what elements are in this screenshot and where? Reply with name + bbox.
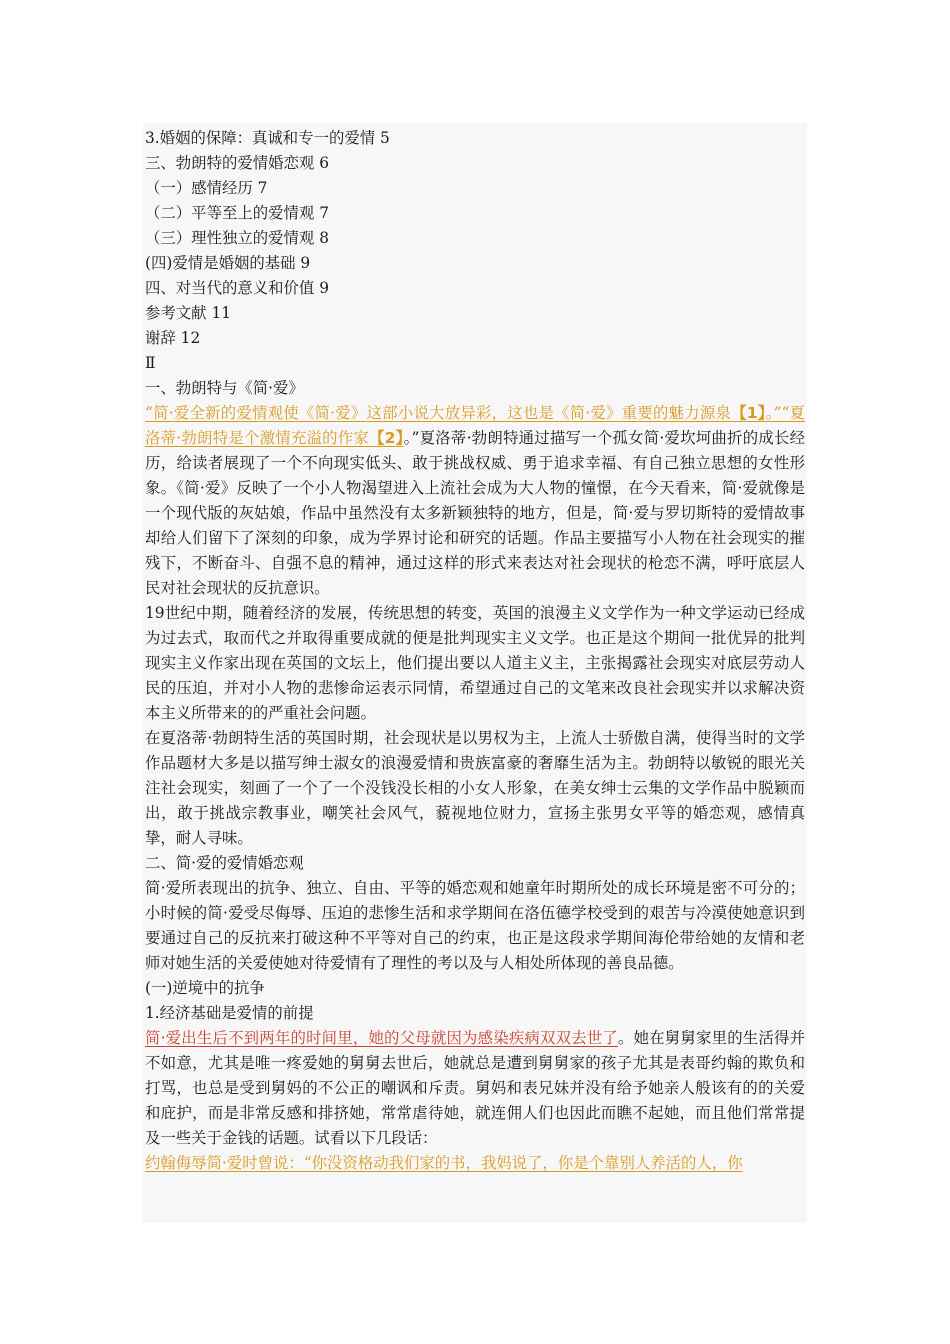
- toc-line: 三、勃朗特的爱情婚恋观 6: [145, 154, 329, 172]
- paragraph-text: 。”夏洛蒂·勃朗特通过描写一个孤女简·爱坎坷曲折的成长经历，给读者展现了一个不向现实低头、敢于挑战权威、勇于追求幸福、有自己独立思想的女性形象。《简·爱》反映了一个小人物渴望进入上流社会成为大人物的憧憬，在今天看来，简·爱就像是一个现代版的灰姑娘，作品中虽然没有太多新颖独特的地方，但是，简·爱与罗切斯特的爱情故事却给人们留下了深刻的印象，成为学界讨论和研究的话题。作品主要描写小人物在社会现实的摧残下，不断奋斗、自强不息的精神，通过这样的形式来表达对社会现状的枪恋不满，呼吁底层人民对社会现状的反抗意识。: [145, 429, 805, 597]
- paragraph-text: 。她在舅舅家里的生活得并不如意，尤其是唯一疼爱她的舅舅去世后，她就总是遭到舅舅家的孩子尤其是表哥约翰的欺负和打骂，也总是受到舅妈的不公正的嘲讽和斥责。舅妈和表兄妹并没有给予她亲人般该有的的关爱和庇护，而是非常反感和排挤她，常常虐待她，就连佣人们也因此而瞧不起她，而且他们常常提及一些关于金钱的话题。试看以下几段话：: [145, 1029, 805, 1147]
- section-heading-2: 二、简·爱的爱情婚恋观: [145, 854, 304, 872]
- page-roman-numeral: Ⅱ: [145, 354, 156, 372]
- highlighted-quote-1: “简·爱全新的爱情观使《简·爱》这部小说大放异彩，这也是《简·爱》重要的魅力源泉: [145, 404, 732, 422]
- highlighted-quote-3: 约翰侮辱简·爱时曾说：“你没资格动我们家的书，我妈说了，你是个靠别人养活的人，你: [145, 1154, 743, 1172]
- subsection-heading: (一)逆境中的抗争: [145, 979, 265, 997]
- section2-paragraph-1: 简·爱所表现出的抗争、独立、自由、平等的婚恋观和她童年时期所处的成长环境是密不可分的；小时候的简·爱受尽侮辱、压迫的悲惨生活和求学期间在洛伍德学校受到的艰苦与冷漠使她意识到要通过自己的反抗来打破这种不平等对自己的约束，也正是这段求学期间海伦带给她的友情和老师对她生活的关爱使她对待爱情有了理性的考以及与人相处所体现的善良品德。: [145, 879, 805, 972]
- toc-line: （一）感情经历 7: [145, 179, 268, 197]
- subsection-paragraph-1: [145, 1026, 805, 1151]
- toc-line: （二）平等至上的爱情观 7: [145, 204, 329, 222]
- toc-line: 3.婚姻的保障：真诚和专一的爱情 5: [145, 129, 390, 147]
- highlighted-quote-2: “夏洛蒂·勃朗特是个激情充溢的作家: [145, 404, 806, 447]
- section1-paragraph-2: 19世纪中期，随着经济的发展，传统思想的转变，英国的浪漫主义文学作为一种文学运动已经成为过去式，取而代之并取得重要成就的便是批判现实主义文学。也正是这个期间一批优异的批判现实主义作家出现在英国的文坛上，他们提出要以人道主义主，主张揭露社会现实对底层劳动人民的压迫，并对小人物的悲惨命运表示同情，希望通过自己的文笔来改良社会现实并以求解决资本主义所带来的的严重社会问题。: [145, 604, 805, 722]
- section1-paragraph-1: [145, 401, 805, 601]
- toc-line: 谢辞 12: [145, 329, 201, 347]
- citation-1: 【1】: [731, 404, 766, 422]
- toc-line: 四、对当代的意义和价值 9: [145, 279, 329, 297]
- highlighted-sentence: 简·爱出生后不到两年的时间里，她的父母就因为感染疾病双双去世了: [145, 1029, 619, 1047]
- highlighted-quote-line: [145, 1151, 805, 1176]
- citation-2: 【2】: [369, 429, 404, 447]
- toc-line: (四)爱情是婚姻的基础 9: [145, 254, 311, 272]
- document-body: [143, 123, 807, 1176]
- quote-separator: 。”: [765, 404, 782, 422]
- document-page: [143, 123, 807, 1223]
- section1-paragraph-3: 在夏洛蒂·勃朗特生活的英国时期，社会现状是以男权为主，上流人士骄傲自满，使得当时的文学作品题材大多是以描写绅士淑女的浪漫爱情和贵族富豪的奢靡生活为主。勃朗特以敏锐的眼光关注社会现实，刻画了一个了一个没钱没长相的小女人形象，在美女绅士云集的文学作品中脱颖而出，敢于挑战宗教事业，嘲笑社会风气，藐视地位财力，宣扬主张男女平等的婚恋观，感情真挚，耐人寻味。: [145, 729, 805, 847]
- subsection-item-heading: 1.经济基础是爱情的前提: [145, 1004, 314, 1022]
- section-heading-1: 一、勃朗特与《简·爱》: [145, 379, 304, 397]
- toc-line: 参考文献 11: [145, 304, 232, 322]
- toc-line: （三）理性独立的爱情观 8: [145, 229, 329, 247]
